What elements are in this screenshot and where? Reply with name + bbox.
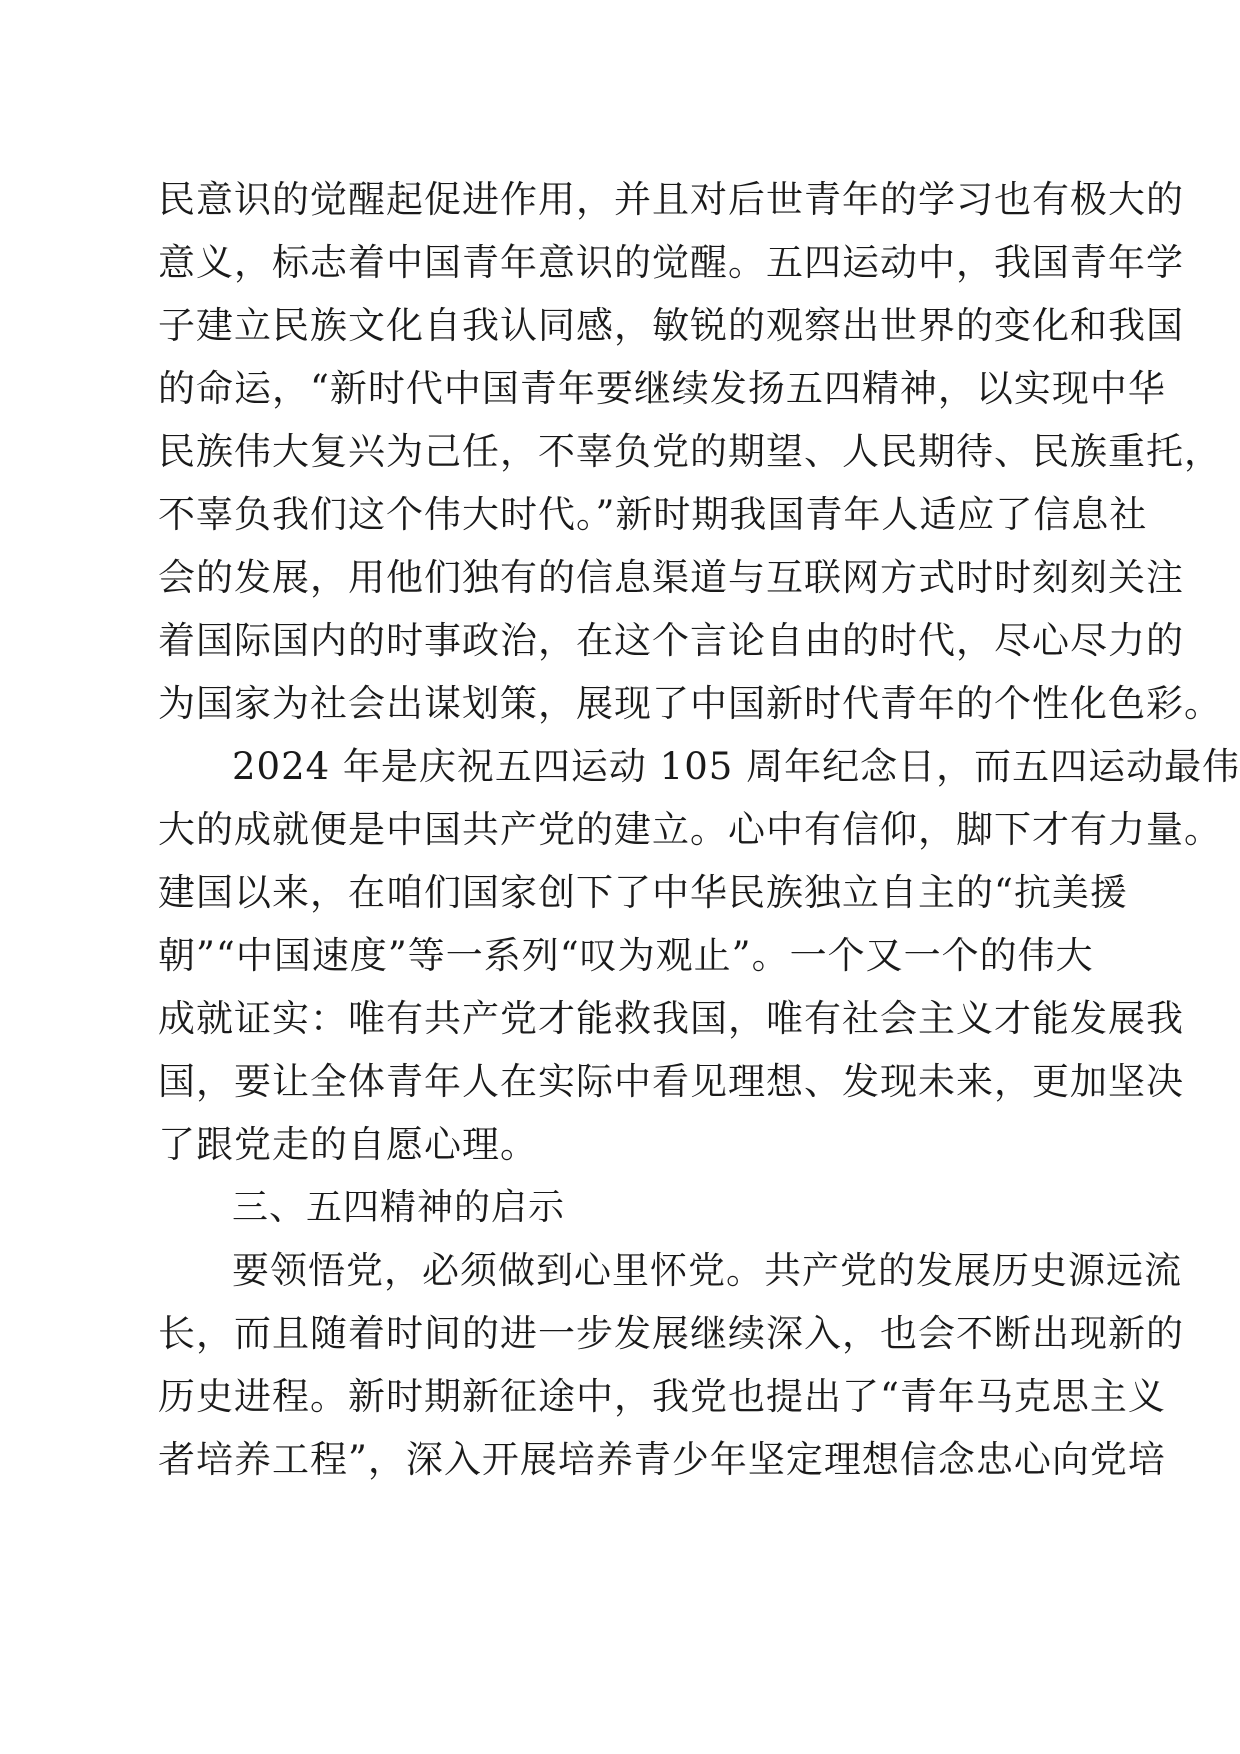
text-line: 着国际国内的时事政治，在这个言论自由的时代，尽心尽力的 [158,619,1184,662]
text-line: 会的发展，用他们独有的信息渠道与互联网方式时时刻刻关注 [158,556,1184,599]
text-line: 了跟党走的自愿心理。 [158,1123,538,1166]
text-line: 长，而且随着时间的进一步发展继续深入，也会不断出现新的 [158,1312,1184,1355]
paragraph-first-line: 要领悟党，必须做到心里怀党。共产党的发展历史源远流 [232,1249,1182,1292]
text-line: 意义，标志着中国青年意识的觉醒。五四运动中，我国青年学 [158,241,1184,284]
text-line: 大的成就便是中国共产党的建立。心中有信仰，脚下才有力量。 [158,808,1222,851]
paragraph-first-line: 2024 年是庆祝五四运动 105 周年纪念日，而五四运动最伟 [232,745,1240,788]
text-line: 国，要让全体青年人在实际中看见理想、发现未来，更加坚决 [158,1060,1184,1103]
text-line: 的命运，“新时代中国青年要继续发扬五四精神，以实现中华 [158,367,1166,410]
text-line: 建国以来，在咱们国家创下了中华民族独立自主的“抗美援 [158,871,1128,914]
text-line: 民族伟大复兴为己任，不辜负党的期望、人民期待、民族重托， [158,430,1222,473]
text-line: 历史进程。新时期新征途中，我党也提出了“青年马克思主义 [158,1375,1166,1418]
text-line: 成就证实：唯有共产党才能救我国，唯有社会主义才能发展我 [158,997,1184,1040]
text-line: 者培养工程”，深入开展培养青少年坚定理想信念忠心向党培 [158,1438,1166,1481]
text-line: 朝”“中国速度”等一系列“叹为观止”。一个又一个的伟大 [158,934,1094,977]
text-line: 民意识的觉醒起促进作用，并且对后世青年的学习也有极大的 [158,178,1184,221]
text-line: 子建立民族文化自我认同感，敏锐的观察出世界的变化和我国 [158,304,1184,347]
text-line: 为国家为社会出谋划策，展现了中国新时代青年的个性化色彩。 [158,682,1222,725]
text-line: 不辜负我们这个伟大时代。”新时期我国青年人适应了信息社 [158,493,1148,536]
section-heading: 三、五四精神的启示 [232,1187,566,1228]
